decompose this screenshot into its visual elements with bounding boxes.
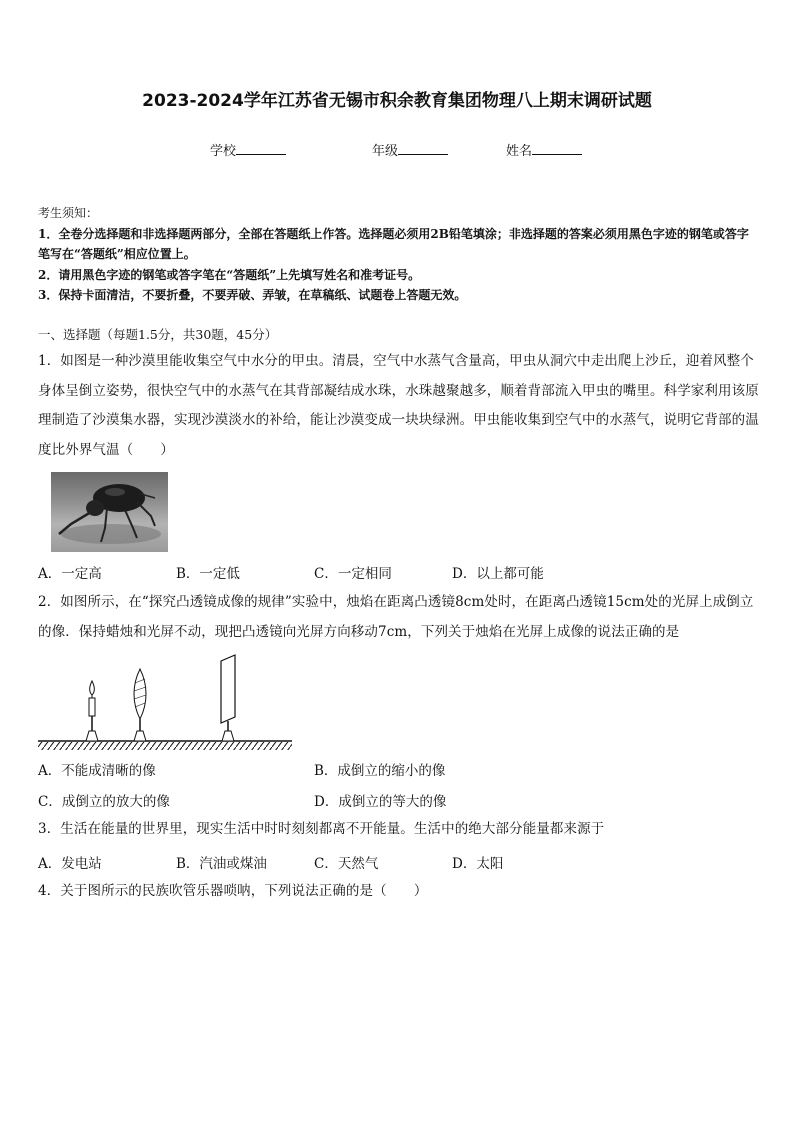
question-2-text: 2．如图所示，在“探究凸透镜成像的规律”实验中，烛焰在距离凸透镜8cm处时，在距离凸透镜15cm处的光屏上成倒立的像．保持蜡烛和光屏不动，现把凸透镜向光屏方向移动7cm，下列关于烛焰在光屏上成像的说法正确的是 xyxy=(38,594,754,640)
q1-option-c[interactable]: C．一定相同 xyxy=(314,566,392,582)
q2-option-c[interactable]: C．成倒立的放大的像 xyxy=(38,794,170,810)
q3-option-a[interactable]: A．发电站 xyxy=(38,856,102,872)
school-field[interactable] xyxy=(210,140,286,159)
q3-option-d[interactable]: D．太阳 xyxy=(452,856,504,872)
name-blank[interactable] xyxy=(532,141,582,155)
notice-item-2: 2．请用黑色字迹的钢笔或答字笔在“答题纸”上先填写姓名和准考证号。 xyxy=(38,267,421,282)
page-title: 2023-2024学年江苏省无锡市积余教育集团物理八上期末调研试题 xyxy=(142,91,652,111)
grade-blank[interactable] xyxy=(398,141,448,155)
grade-label: 年级 xyxy=(372,144,399,159)
exam-notice xyxy=(38,203,758,306)
light-screen-icon xyxy=(221,655,235,741)
notice-item-1: 1．全卷分选择题和非选择题两部分，全部在答题纸上作答。选择题必须用2B铅笔填涂；非选择题的答案必须用黑色字迹的钢笔或答字笔写在“答题纸”相应位置上。 xyxy=(38,226,749,261)
section-heading: 一、选择题（每题1.5分，共30题，45分） xyxy=(38,327,278,342)
q3-option-c[interactable]: C．天然气 xyxy=(314,856,379,872)
q2-option-a[interactable]: A．不能成清晰的像 xyxy=(38,763,156,779)
question-3-text: 3．生活在能量的世界里，现实生活中时时刻刻都离不开能量。生活中的绝大部分能量都来源于 xyxy=(38,821,605,837)
q2-option-d[interactable]: D．成倒立的等大的像 xyxy=(314,794,447,810)
question-4-text: 4．关于图所示的民族吹管乐器唢呐，下列说法正确的是（ ） xyxy=(38,883,428,899)
grade-field[interactable] xyxy=(372,140,448,159)
question-1-text: 1．如图是一种沙漠里能收集空气中水分的甲虫。清晨，空气中水蒸气含量高，甲虫从洞穴中走出爬上沙丘，迎着风整个身体呈倒立姿势，很快空气中的水蒸气在其背部凝结成水珠，水珠越聚越多，顺着背部流入甲虫的嘴里。科学家利用该原理制造了沙漠集水器，实现沙漠淡水的补给，能让沙漠变成一块块绿洲。甲虫能收集到空气中的水蒸气，说明它背部的温度比外界气温（ ） xyxy=(38,353,759,458)
notice-item-3: 3．保持卡面清洁，不要折叠，不要弄破、弄皱，在草稿纸、试题卷上答题无效。 xyxy=(38,288,467,302)
q1-option-d[interactable]: D．以上都可能 xyxy=(452,566,544,582)
name-label: 姓名 xyxy=(506,144,533,159)
school-blank[interactable] xyxy=(236,141,286,155)
q1-option-a[interactable]: A．一定高 xyxy=(38,566,102,582)
convex-lens-icon xyxy=(134,669,146,741)
beetle-icon xyxy=(51,472,168,552)
school-label: 学校 xyxy=(210,144,237,159)
q1-option-b[interactable]: B．一定低 xyxy=(176,566,240,582)
lens-experiment-diagram xyxy=(38,651,294,755)
beetle-photo xyxy=(51,472,168,552)
notice-heading: 考生须知： xyxy=(38,206,99,220)
q3-option-b[interactable]: B．汽油或煤油 xyxy=(176,856,267,872)
name-field[interactable] xyxy=(506,140,582,159)
q2-option-b[interactable]: B．成倒立的缩小的像 xyxy=(314,763,446,779)
candle-icon xyxy=(86,681,98,741)
